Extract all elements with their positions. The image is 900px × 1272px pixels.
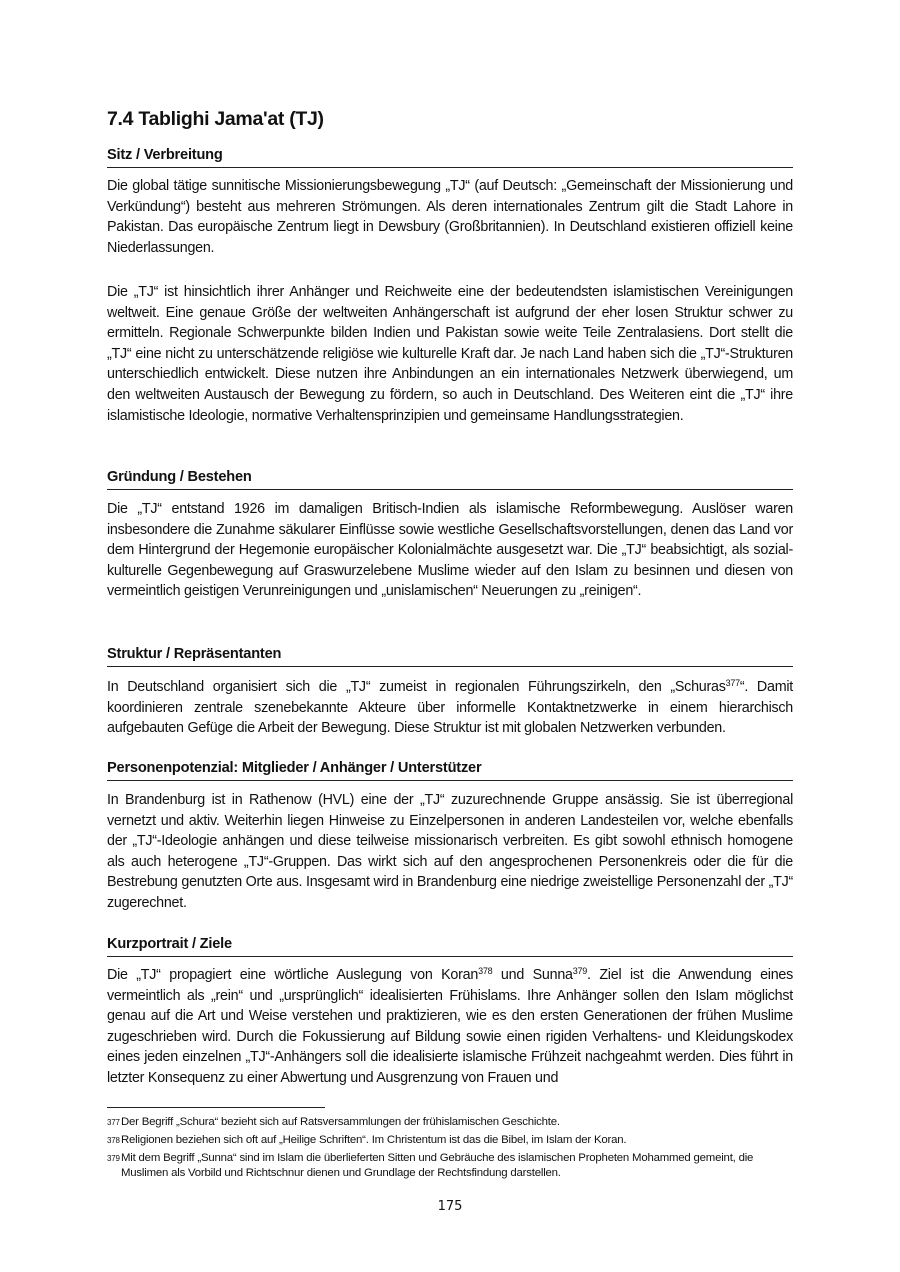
paragraph-gruendung: Die „TJ“ entstand 1926 im damaligen Britisch-Indien als islamische Reformbewegung. Auslöser waren insbesondere die Zunahme säkularer Einflüsse sowie westliche Gesellschaftsvorstellungen, denen das Land vor dem Hintergrund der Hegemonie europäischer Kolonialmächte ausgesetzt war. Die „TJ“ beabsichtigt, als sozial-kulturelle Gegenbewegung auf Graswurzelebene Muslime wieder auf den Islam zu besinnen und diesen von vermeintlich geistigen Verunreinigungen und „unislamischen“ Neuerungen zu „reinigen“. — [107, 501, 793, 600]
footnote-text: Religionen beziehen sich oft auf „Heilige Schriften“. Im Christentum ist das die Bibel, im Islam der Koran. — [121, 1134, 627, 1146]
page-number: 175 — [437, 1199, 463, 1214]
paragraph-kurzportrait-text-c: . Ziel ist die Anwendung eines vermeintlich als „rein“ und „ursprünglich“ idealisierten Frühislams. Ihre Anhänger sollen den Islam möglichst genau auf die Art und Weise verstehen und praktizieren, wie es den ersten Generationen der frühen Muslime zugeschrieben wird. Durch die Fokussierung auf Bildung sowie einen rigiden Verhaltens- und Kleidungskodex eines jeden einzelnen „TJ“-Anhängers soll die idealisierte islamische Frühzeit nachgeahmt werden. Dies führt in letzter Konsequenz zu einer Abwertung und Ausgrenzung von Frauen und — [107, 967, 794, 1086]
footnote-ref-378: 378 — [478, 966, 493, 976]
footnote-divider — [107, 1107, 325, 1108]
paragraph-kurzportrait — [107, 965, 793, 1089]
heading-sitz-verbreitung: Sitz / Verbreitung — [107, 146, 793, 168]
footnote-number: 377 — [107, 1118, 120, 1127]
paragraph-struktur-text-a: In Deutschland organisiert sich die „TJ“ zumeist in regionalen Führungszirkeln, den „Schuras — [107, 679, 726, 695]
section-title: 7.4 Tablighi Jama'at (TJ) — [107, 108, 324, 130]
footnote-number: 378 — [107, 1136, 120, 1145]
footnote-text: Der Begriff „Schura“ bezieht sich auf Ratsversammlungen der frühislamischen Geschichte. — [121, 1116, 560, 1128]
paragraph-struktur — [107, 677, 793, 739]
footnote-text: Mit dem Begriff „Sunna“ sind im Islam die überlieferten Sitten und Gebräuche des islamischen Propheten Mohammed gemeint, die Muslimen als Vorbild und Richtschnur dienen und Grundlage der Rechtsfindung darstellen. — [121, 1152, 754, 1180]
paragraph-personen: In Brandenburg ist in Rathenow (HVL) eine der „TJ“ zuzurechnende Gruppe ansässig. Sie ist überregional vernetzt und aktiv. Weiterhin liegen Hinweise zu Einzelpersonen in anderen Landesteilen vor, welche ebenfalls der „TJ“-Ideologie anhängen und diese teilweise missionarisch verbreiten. Es gibt sowohl ethnisch homogene als auch heterogene „TJ“-Gruppen. Das wirkt sich auf den angesprochenen Personenkreis oder die für die Bestrebung genutzten Orte aus. Insgesamt wird in Brandenburg eine niedrige zweistellige Personenzahl der „TJ“ zugerechnet. — [107, 792, 793, 911]
paragraph-kurzportrait-text-b: und Sunna — [492, 967, 573, 983]
footnote-377 — [107, 1115, 793, 1130]
footnote-number: 379 — [107, 1154, 120, 1163]
footnote-ref-379: 379 — [572, 966, 588, 976]
paragraph-kurzportrait-text-a: Die „TJ“ propagiert eine wörtliche Auslegung von Koran — [107, 967, 479, 983]
footnote-ref-377: 377 — [725, 678, 740, 688]
footnote-379 — [107, 1151, 793, 1181]
paragraph-sitz-1: Die global tätige sunnitische Missionierungsbewegung „TJ“ (auf Deutsch: „Gemeinschaft der Missionierung und Verkündung“) besteht aus mehreren Strömungen. Als deren internationales Zentrum gilt die Stadt Lahore in Pakistan. Das europäische Zentrum liegt in Dewsbury (Großbritannien). In Deutschland existieren offiziell keine Niederlassungen. — [107, 178, 793, 256]
heading-personenpotenzial: Personenpotenzial: Mitglieder / Anhänger / Unterstützer — [107, 759, 793, 781]
paragraph-struktur-text-b: “. Damit koordinieren zentrale szenebekannte Akteure über informelle Kontaktnetzwerke in einem hierarchisch aufgebauten Gefüge die Arbeit der Bewegung. Diese Struktur ist mit globalen Netzwerken verbunden. — [107, 679, 793, 737]
heading-struktur: Struktur / Repräsentanten — [107, 645, 793, 667]
heading-gruendung: Gründung / Bestehen — [107, 468, 793, 490]
paragraph-sitz-2: Die „TJ“ ist hinsichtlich ihrer Anhänger und Reichweite eine der bedeutendsten islamistischen Vereinigungen weltweit. Eine genaue Größe der weltweiten Anhängerschaft ist aufgrund der eher losen Struktur schwer zu ermitteln. Regionale Schwerpunkte bilden Indien und Pakistan sowie weite Teile Zentralasiens. Dort stellt die „TJ“ eine nicht zu unterschätzende religiöse wie kulturelle Kraft dar. Je nach Land haben sich die „TJ“-Strukturen unterschiedlich entwickelt. Diese nutzen ihre Anbindungen an ein internationales Netzwerk überwiegend, um den weltweiten Austausch der Bewegung zu fördern, so auch in Deutschland. Des Weiteren eint die „TJ“ ihre islamistische Ideologie, normative Verhaltensprinzipien und gemeinsame Handlungsstrategien. — [107, 284, 793, 424]
heading-kurzportrait: Kurzportrait / Ziele — [107, 935, 793, 957]
footnote-378 — [107, 1133, 793, 1148]
